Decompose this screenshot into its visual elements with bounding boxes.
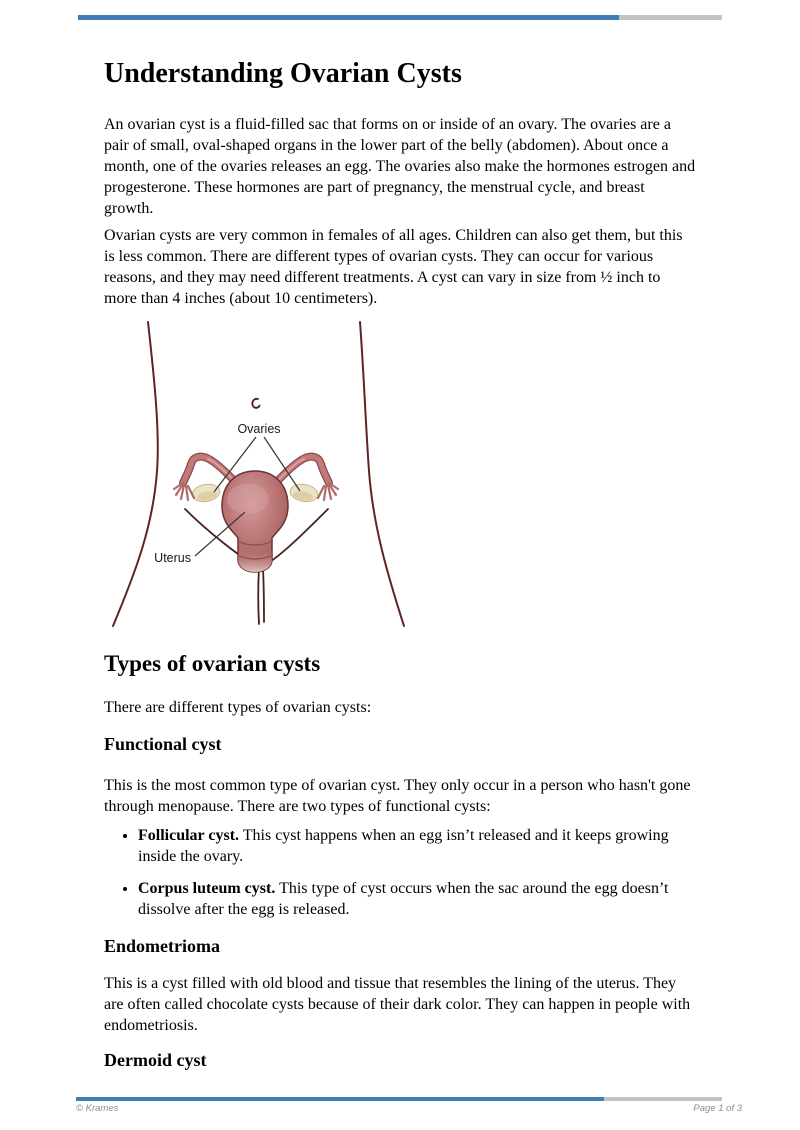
subheading-dermoid-cyst: Dermoid cyst [104,1050,207,1070]
footer [76,1103,742,1114]
footer-rule-blue-segment [76,1097,604,1101]
navel-mark [252,399,259,408]
footer-rule-gray-segment [604,1097,722,1101]
follicular-term: Follicular cyst. [138,827,240,844]
list-item-corpus-luteum [138,878,696,920]
ovaries-label: Ovaries [237,422,281,436]
functional-cyst-list [104,825,696,920]
section-heading-types: Types of ovarian cysts [104,651,321,676]
left-ovary [191,482,222,504]
anatomy-illustration [98,316,418,636]
types-intro-text: There are different types of ovarian cysts: [104,699,372,716]
endometrioma-text: This is a cyst filled with old blood and tissue that resembles the lining of the uterus. They are often called chocolate cysts because of their dark color. They can happen in people with endometriosis. [104,975,691,1034]
follicular-text: This cyst happens when an egg isn’t released and it keeps growing inside the ovary. [138,827,669,865]
subheading-functional-cyst: Functional cyst [104,734,222,754]
functional-cyst-text: This is the most common type of ovarian cyst. They only occur in a person who hasn't gone through menopause. There are two types of functional cysts: [104,777,691,815]
page-title: Understanding Ovarian Cysts [104,58,462,89]
footer-page-number: Page 1 of 3 [693,1103,742,1114]
corpus-luteum-text: This type of cyst occurs when the sac around the egg doesn’t dissolve after the egg is released. [138,880,669,918]
corpus-luteum-term: Corpus luteum cyst. [138,880,276,897]
footer-copyright: © Krames [76,1103,119,1114]
uterus-label: Uterus [154,551,191,565]
footer-rule [76,1097,722,1101]
list-item-follicular [138,825,696,867]
subheading-endometrioma: Endometrioma [104,936,220,956]
document-content [104,0,696,1071]
right-ovary [289,482,320,504]
intro-paragraph-2: Ovarian cysts are very common in females of all ages. Children can also get them, but this is less common. There are different types of ovarian cysts. They can occur for various reasons, and they may need different treatments. A cyst can vary in size from ½ inch to more than 4 inches (about 10 centimeters). [104,227,683,307]
ovaries-uterus-diagram [98,316,418,636]
intro-paragraph-1: An ovarian cyst is a fluid-filled sac that forms on or inside of an ovary. The ovaries are a pair of small, oval-shaped organs in the lower part of the belly (abdomen). About once a month, one of the ovaries releases an egg. The ovaries also make the hormones estrogen and progesterone. These hormones are part of pregnancy, the menstrual cycle, and breast growth. [104,116,696,217]
